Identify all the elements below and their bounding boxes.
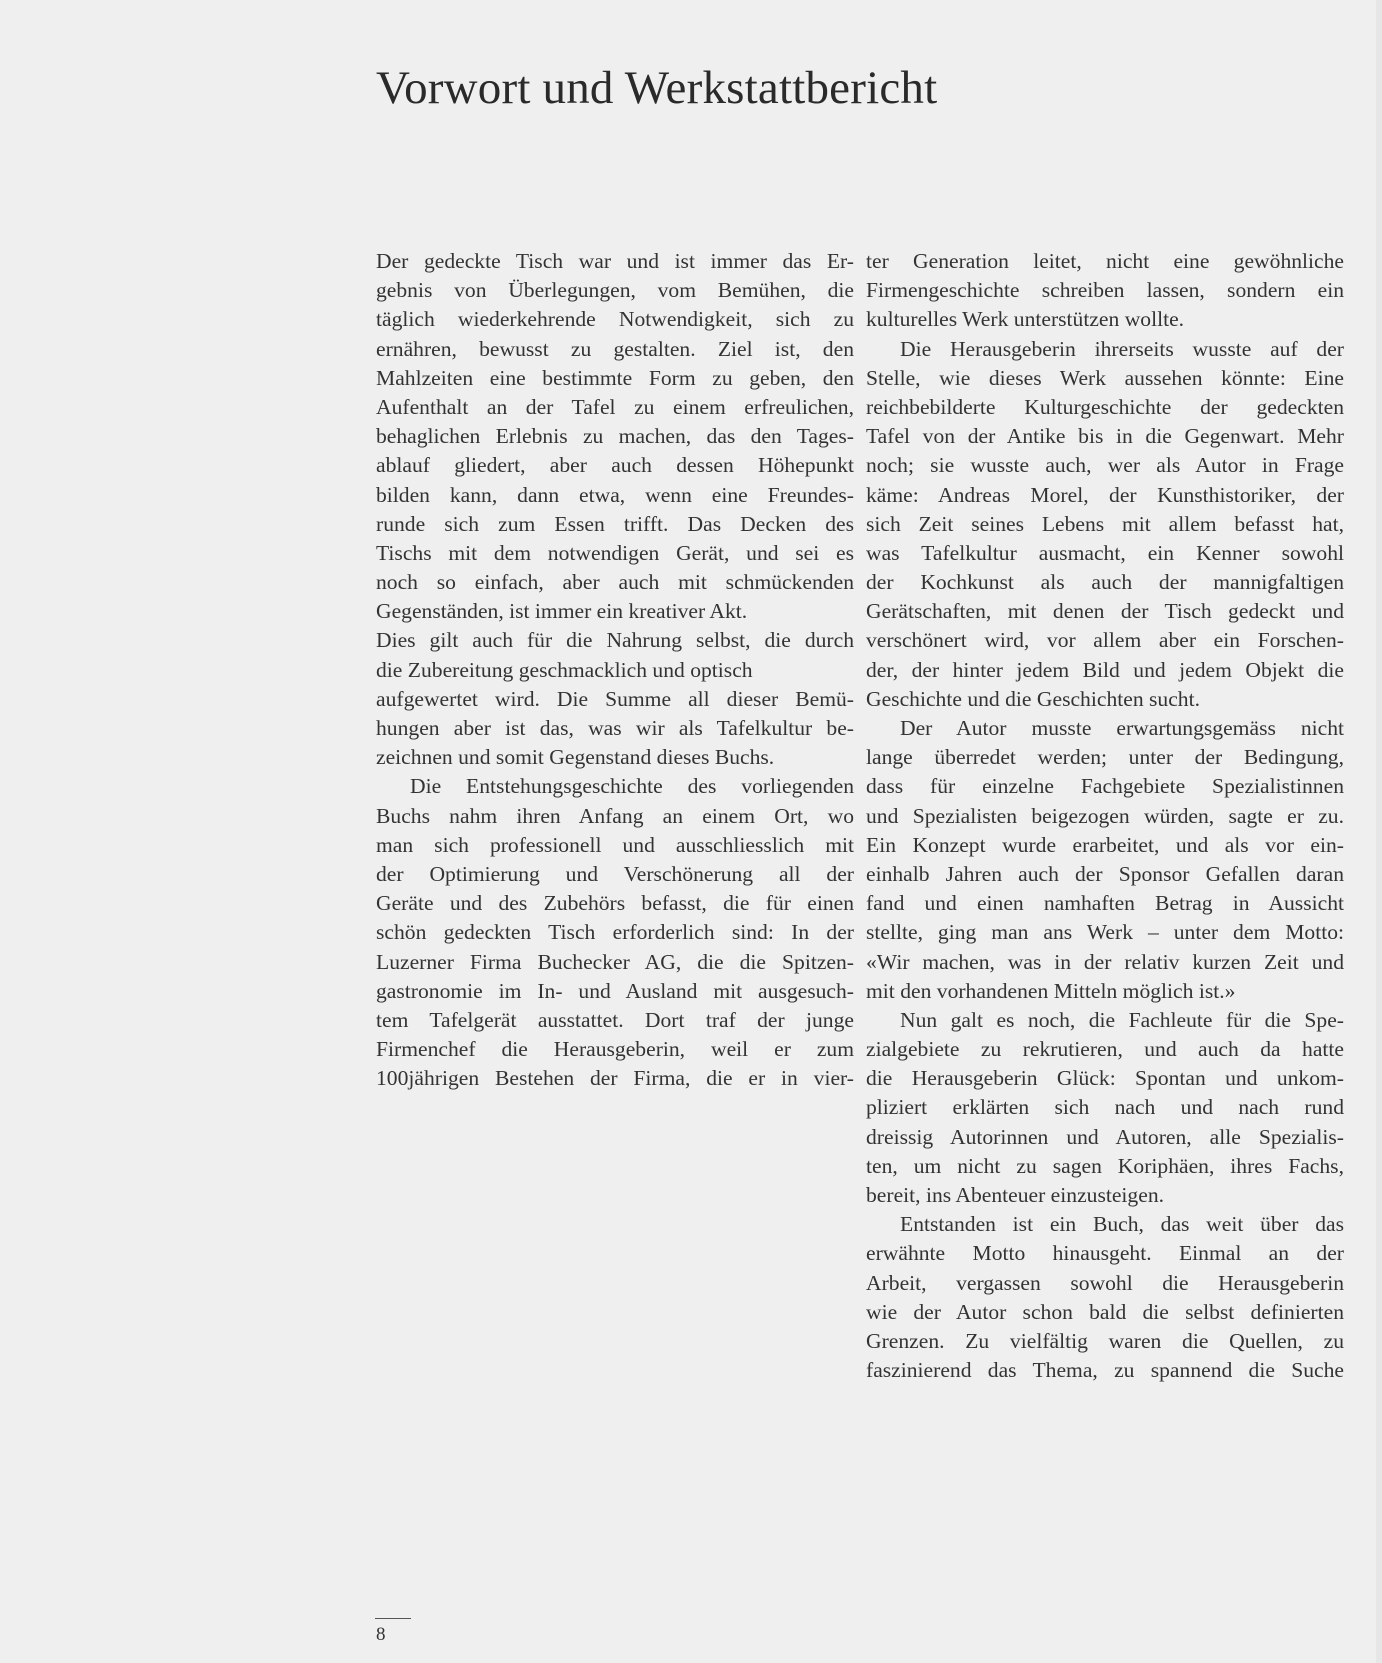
text-line: was Tafelkultur ausmacht, ein Kenner sowohl xyxy=(866,540,1344,565)
text-line: bereit, ins Abenteuer einzusteigen. xyxy=(866,1183,1165,1207)
folio-rule xyxy=(375,1618,411,1619)
text-line: noch; sie wusste auch, wer als Autor in Frage xyxy=(866,453,1344,478)
text-line: dass für einzelne Fachgebiete Spezialistinnen xyxy=(866,774,1344,799)
text-line: ten, um nicht zu sagen Koriphäen, ihres Fachs, xyxy=(866,1153,1344,1178)
text-line: Nun galt es noch, die Fachleute für die Spe- xyxy=(900,1007,1344,1032)
text-line: schön gedeckten Tisch erforderlich sind: In der xyxy=(376,920,854,945)
text-line: die Zubereitung geschmacklich und optisch xyxy=(376,657,753,682)
text-line: Ein Konzept wurde erarbeitet, und als vor ein- xyxy=(866,832,1344,857)
page-number: 8 xyxy=(376,1624,386,1645)
text-column-left xyxy=(376,247,854,1093)
text-line: ter Generation leitet, nicht eine gewöhnliche xyxy=(866,249,1344,273)
text-line: dreissig Autorinnen und Autoren, alle Spezialis- xyxy=(866,1124,1344,1149)
text-line: 100jährigen Bestehen der Firma, die er in vier- xyxy=(376,1066,854,1091)
text-line: gastronomie im In- und Ausland mit ausgesuch- xyxy=(376,978,854,1003)
text-line: ablauf gliedert, aber auch dessen Höhepunkt xyxy=(376,453,854,478)
text-line: mit den vorhandenen Mitteln möglich ist.» xyxy=(866,978,1236,1003)
text-line: der Optimierung und Verschönerung all der xyxy=(376,861,854,886)
text-line: täglich wiederkehrende Notwendigkeit, sich zu xyxy=(376,307,854,332)
text-line: die Herausgeberin Glück: Spontan und unkom- xyxy=(866,1066,1344,1091)
text-line: lange überredet werden; unter der Bedingung, xyxy=(866,745,1344,770)
text-line: Geräte und des Zubehörs befasst, die für einen xyxy=(376,891,854,916)
text-line: Tafel von der Antike bis in die Gegenwart. Mehr xyxy=(866,424,1344,449)
text-line: gebnis von Überlegungen, vom Bemühen, die xyxy=(376,278,854,303)
text-line: noch so einfach, aber auch mit schmückenden xyxy=(376,570,854,595)
text-line: der, der hinter jedem Bild und jedem Objekt die xyxy=(866,657,1344,682)
text-line: Stelle, wie dieses Werk aussehen könnte: Eine xyxy=(866,365,1344,390)
text-line: faszinierend das Thema, zu spannend die Suche xyxy=(866,1358,1344,1383)
text-line: hungen aber ist das, was wir als Tafelkultur be- xyxy=(376,716,854,740)
text-line: erwähnte Motto hinausgeht. Einmal an der xyxy=(866,1241,1344,1266)
text-line: stellte, ging man ans Werk – unter dem Motto: xyxy=(866,920,1344,945)
text-line: ernähren, bewusst zu gestalten. Ziel ist, den xyxy=(376,336,854,361)
text-line: Der Autor musste erwartungsgemäss nicht xyxy=(900,716,1344,740)
text-line: Firmenchef die Herausgeberin, weil er zum xyxy=(376,1037,854,1062)
text-line: Firmengeschichte schreiben lassen, sondern ein xyxy=(866,278,1344,303)
text-line: man sich professionell und ausschliesslich mit xyxy=(376,832,854,857)
text-line: behaglichen Erlebnis zu machen, das den Tages- xyxy=(376,424,854,449)
text-line: runde sich zum Essen trifft. Das Decken des xyxy=(376,511,854,536)
text-line: Dies gilt auch für die Nahrung selbst, die durch xyxy=(376,628,854,653)
text-line: tem Tafelgerät ausstattet. Dort traf der junge xyxy=(376,1007,854,1032)
text-line: Die Herausgeberin ihrerseits wusste auf der xyxy=(900,336,1344,361)
page-edge xyxy=(1376,0,1382,1663)
page-title: Vorwort und Werkstattbericht xyxy=(376,62,938,114)
text-line: Arbeit, vergassen sowohl die Herausgeberin xyxy=(866,1270,1344,1295)
text-line: Grenzen. Zu vielfältig waren die Quellen, zu xyxy=(866,1328,1344,1353)
text-line: «Wir machen, was in der relativ kurzen Zeit und xyxy=(866,949,1344,974)
text-line: Buchs nahm ihren Anfang an einem Ort, wo xyxy=(376,803,854,828)
text-line: fand und einen namhaften Betrag in Aussicht xyxy=(866,891,1344,916)
text-line: zeichnen und somit Gegenstand dieses Buchs. xyxy=(376,745,775,770)
text-line: Die Entstehungsgeschichte des vorliegenden xyxy=(410,774,854,799)
text-line: Der gedeckte Tisch war und ist immer das Er- xyxy=(376,249,854,273)
text-line: einhalb Jahren auch der Sponsor Gefallen daran xyxy=(866,861,1344,886)
text-line: Luzerner Firma Buchecker AG, die die Spitzen- xyxy=(376,949,854,974)
text-line: Mahlzeiten eine bestimmte Form zu geben, den xyxy=(376,365,854,390)
text-line: aufgewertet wird. Die Summe all dieser Bemü- xyxy=(376,686,854,711)
text-line: Geschichte und die Geschichten sucht. xyxy=(866,686,1200,711)
text-line: Entstanden ist ein Buch, das weit über das xyxy=(900,1212,1344,1237)
text-line: käme: Andreas Morel, der Kunsthistoriker, der xyxy=(866,482,1344,507)
text-line: und Spezialisten beigezogen würden, sagte er zu. xyxy=(866,803,1344,828)
text-line: Gegenständen, ist immer ein kreativer Akt. xyxy=(376,599,748,624)
text-line: pliziert erklärten sich nach und nach rund xyxy=(866,1095,1344,1120)
text-line: Tischs mit dem notwendigen Gerät, und sei es xyxy=(376,540,854,565)
text-line: Aufenthalt an der Tafel zu einem erfreulichen, xyxy=(376,394,854,419)
text-line: Gerätschaften, mit denen der Tisch gedeckt und xyxy=(866,599,1344,624)
text-line: wie der Autor schon bald die selbst definierten xyxy=(866,1299,1344,1324)
text-line: bilden kann, dann etwa, wenn eine Freundes- xyxy=(376,482,854,507)
text-line: kulturelles Werk unterstützen wollte. xyxy=(866,307,1185,332)
text-line: verschönert wird, vor allem aber ein Forschen- xyxy=(866,628,1344,653)
text-line: sich Zeit seines Lebens mit allem befasst hat, xyxy=(866,511,1344,536)
text-line: der Kochkunst als auch der mannigfaltigen xyxy=(866,570,1344,595)
text-line: zialgebiete zu rekrutieren, und auch da hatte xyxy=(866,1037,1344,1062)
text-line: reichbebilderte Kulturgeschichte der gedeckten xyxy=(866,394,1344,419)
text-column-right xyxy=(866,247,1344,1385)
